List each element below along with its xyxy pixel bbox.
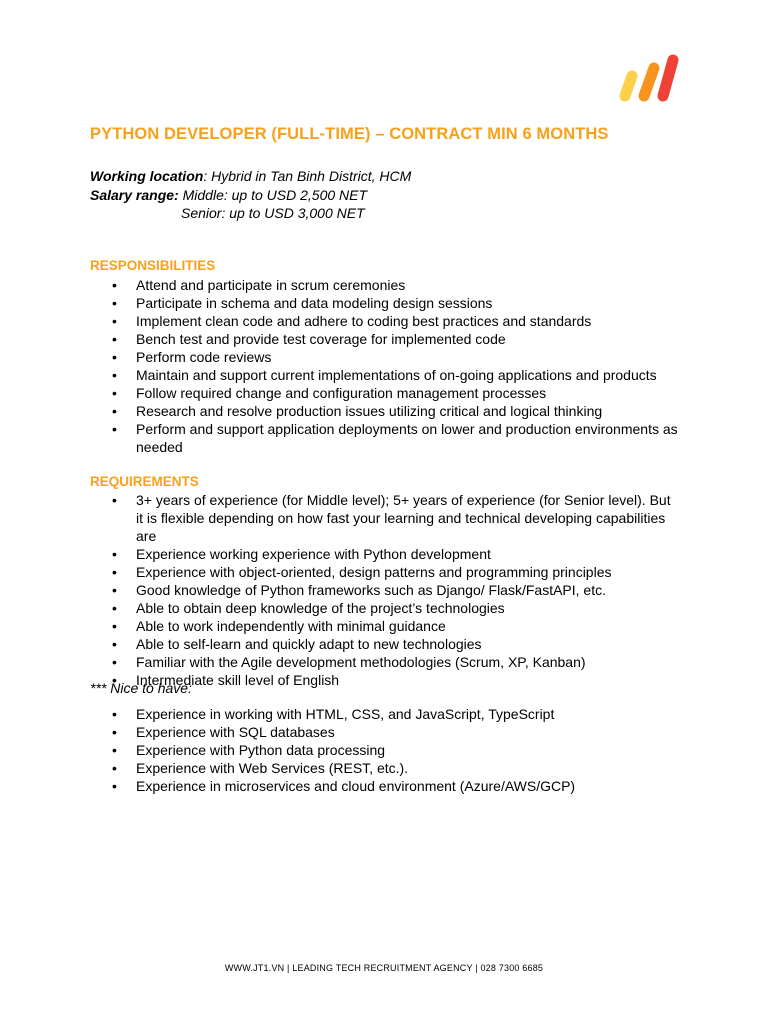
list-item: • Experience in microservices and cloud environment (Azure/AWS/GCP) bbox=[90, 777, 680, 795]
list-item: • Bench test and provide test coverage for implemented code bbox=[90, 330, 680, 348]
list-item: • Perform and support application deployments on lower and production environments as needed bbox=[90, 420, 680, 456]
requirements-list bbox=[90, 491, 680, 689]
list-item: • Experience with SQL databases bbox=[90, 723, 680, 741]
nice-to-have-label: *** Nice to have: bbox=[90, 680, 192, 696]
requirements-heading: REQUIREMENTS bbox=[90, 474, 199, 489]
location-value: : Hybrid in Tan Binh District, HCM bbox=[203, 168, 412, 184]
list-item: • Research and resolve production issues utilizing critical and logical thinking bbox=[90, 402, 680, 420]
list-item: • Experience in working with HTML, CSS, and JavaScript, TypeScript bbox=[90, 705, 680, 723]
list-item: • Able to obtain deep knowledge of the project’s technologies bbox=[90, 599, 680, 617]
list-item: • Attend and participate in scrum ceremonies bbox=[90, 276, 680, 294]
list-item: • Perform code reviews bbox=[90, 348, 680, 366]
page-title: PYTHON DEVELOPER (FULL-TIME) – CONTRACT MIN 6 MONTHS bbox=[90, 125, 609, 143]
job-meta bbox=[90, 167, 411, 223]
salary-senior: Senior: up to USD 3,000 NET bbox=[181, 205, 365, 221]
jt1-logo-bars-icon bbox=[614, 52, 680, 106]
list-item: • Experience working experience with Python development bbox=[90, 545, 680, 563]
salary-label: Salary range: bbox=[90, 186, 179, 203]
footer: WWW.JT1.VN | LEADING TECH RECRUITMENT AGENCY | 028 7300 6685 bbox=[224, 963, 544, 973]
list-item: • Familiar with the Agile development methodologies (Scrum, XP, Kanban) bbox=[90, 653, 680, 671]
list-item: • Follow required change and configuration management processes bbox=[90, 384, 680, 402]
list-item: • Maintain and support current implementations of on-going applications and products bbox=[90, 366, 680, 384]
salary-middle: Middle: up to USD 2,500 NET bbox=[178, 186, 368, 203]
responsibilities-list bbox=[90, 276, 680, 456]
list-item: • Participate in schema and data modeling design sessions bbox=[90, 294, 680, 312]
list-item: • Good knowledge of Python frameworks such as Django/ Flask/FastAPI, etc. bbox=[90, 581, 680, 599]
list-item: • Able to self-learn and quickly adapt to new technologies bbox=[90, 635, 680, 653]
list-item: • Experience with object-oriented, design patterns and programming principles bbox=[90, 563, 680, 581]
location-row bbox=[90, 167, 411, 186]
salary-row bbox=[90, 186, 411, 205]
nice-to-have-list bbox=[90, 705, 680, 795]
list-item: • Intermediate skill level of English bbox=[90, 671, 680, 689]
responsibilities-heading: RESPONSIBILITIES bbox=[90, 258, 216, 273]
list-item: • Able to work independently with minimal guidance bbox=[90, 617, 680, 635]
location-label: Working location bbox=[90, 168, 204, 184]
list-item: • Experience with Python data processing bbox=[90, 741, 680, 759]
list-item: • Implement clean code and adhere to coding best practices and standards bbox=[90, 312, 680, 330]
list-item: • 3+ years of experience (for Middle level); 5+ years of experience (for Senior level). But it is flexible depending on how fast your learning and technical developing capabilities are bbox=[90, 491, 680, 545]
list-item: • Experience with Web Services (REST, etc.). bbox=[90, 759, 680, 777]
